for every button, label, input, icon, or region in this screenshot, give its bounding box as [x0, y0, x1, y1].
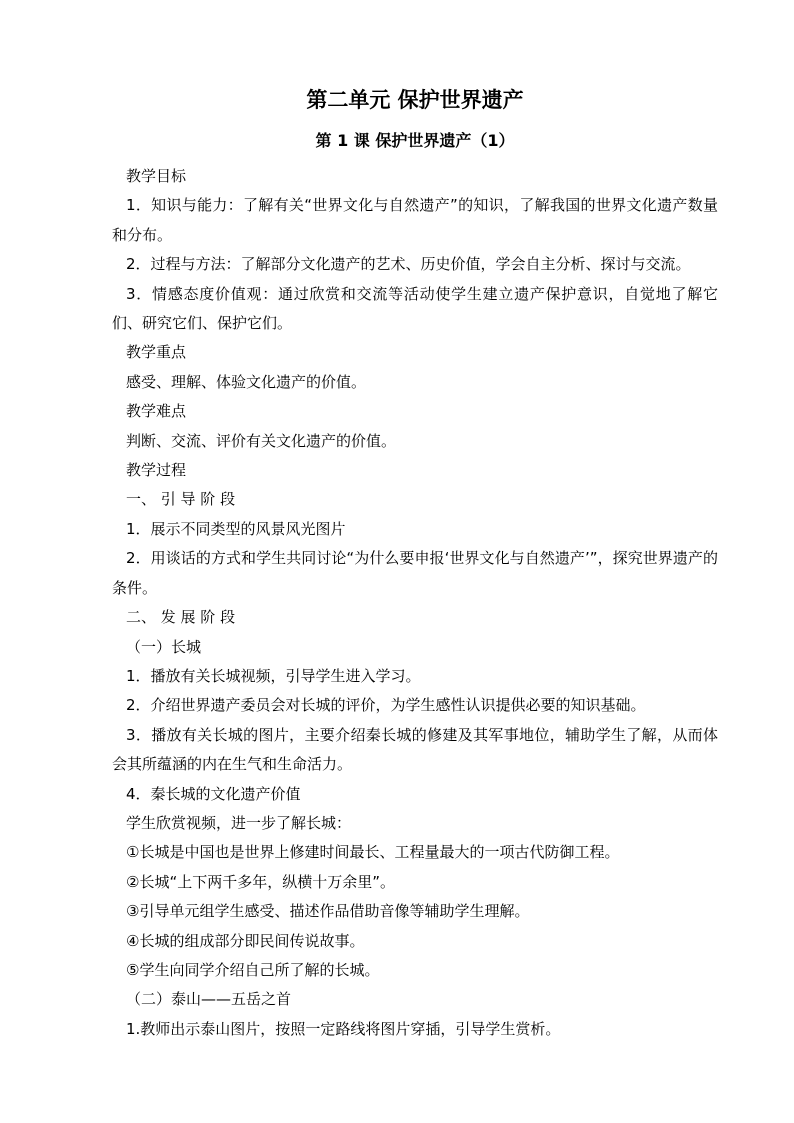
great-wall-item-1: 1．播放有关长城视频，引导学生进入学习。: [126, 666, 421, 685]
great-wall-point-2: ②长城“上下两千多年，纵横十万余里”。: [126, 872, 395, 891]
difficulties-text: 判断、交流、评价有关文化遗产的价值。: [126, 431, 397, 450]
stage-1-item-2: 2．用谈话的方式和学生共同讨论“为什么要申报‘世界文化与自然遗产’”，探究世界遗产的条件。: [112, 549, 718, 597]
great-wall-point-5: ⑤学生向同学介绍自己所了解的长城。: [126, 960, 380, 979]
section-heading-objectives: 教学目标: [126, 167, 187, 185]
great-wall-intro: 学生欣赏视频，进一步了解长城：: [126, 813, 352, 832]
great-wall-point-4: ④长城的组成部分即民间传说故事。: [126, 931, 365, 950]
unit-title: 第二单元 保护世界遗产: [306, 88, 524, 112]
great-wall-item-3: 3．播放有关长城的图片，主要介绍秦长城的修建及其军事地位，辅助学生了解，从而体会其所蕴涵的内在生气和生命活力。: [112, 725, 718, 774]
lesson-title: 第 1 课 保护世界遗产（1）: [315, 131, 515, 150]
key-points-text: 感受、理解、体验文化遗产的价值。: [126, 372, 367, 391]
document-page: [112, 84, 718, 1044]
objective-3: 3．情感态度价值观：通过欣赏和交流等活动使学生建立遗产保护意识，自觉地了解它们、研究它们、保护它们。: [112, 284, 718, 333]
stage-1-item-1: 1．展示不同类型的风景风光图片: [126, 519, 346, 538]
great-wall-item-2: 2．介绍世界遗产委员会对长城的评价，为学生感性认识提供必要的知识基础。: [126, 696, 646, 715]
great-wall-point-3: ③引导单元组学生感受、描述作品借助音像等辅助学生理解。: [126, 902, 530, 921]
great-wall-point-1: ①长城是中国也是世界上修建时间最长、工程量最大的一项古代防御工程。: [126, 843, 620, 862]
section-heading-process: 教学过程: [126, 461, 187, 480]
section-heading-difficulties: 教学难点: [126, 402, 187, 421]
taishan-item-1: 1.教师出示泰山图片，按照一定路线将图片穿插，引导学生赏析。: [126, 1019, 561, 1038]
section-heading-key-points: 教学重点: [126, 343, 187, 362]
great-wall-item-4: 4．秦长城的文化遗产价值: [126, 784, 301, 803]
stage-1-heading: 一、 引 导 阶 段: [126, 490, 236, 509]
stage-2-heading: 二、 发 展 阶 段: [126, 608, 236, 627]
great-wall-heading: （一）长城: [126, 637, 202, 656]
objective-1: 1．知识与能力：了解有关“世界文化与自然遗产”的知识，了解我国的世界文化遗产数量和分布。: [112, 196, 718, 244]
taishan-heading: （二）泰山——五岳之首: [126, 990, 292, 1009]
objective-2: 2．过程与方法：了解部分文化遗产的艺术、历史价值，学会自主分析、探讨与交流。: [126, 255, 691, 274]
